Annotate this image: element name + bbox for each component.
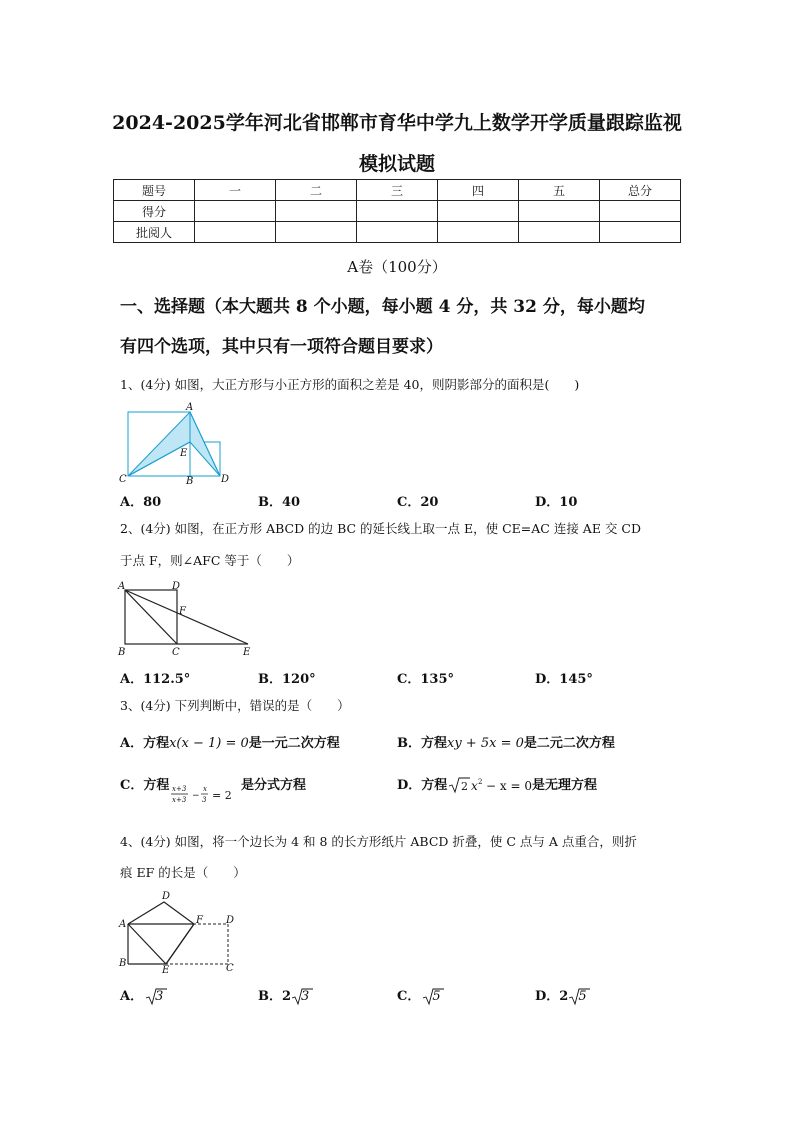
table-header-cell: 一: [195, 180, 276, 201]
question-2-figure: [116, 580, 258, 658]
equation: xy + 5x = 0: [447, 736, 524, 751]
denominator: x+3: [172, 796, 187, 804]
point-label-e: E: [180, 448, 188, 459]
option-a[interactable]: [120, 985, 163, 1004]
option-c-tail: 是分式方程: [241, 778, 307, 793]
point-label-c: C: [119, 474, 127, 485]
variable: x: [471, 779, 478, 793]
question-2-text-continued: 于点 F，则∠AFC 等于（ ）: [120, 553, 300, 568]
option-a[interactable]: [120, 732, 340, 751]
section-1-heading-continued: 有四个选项，其中只有一项符合题目要求）: [120, 337, 443, 357]
option-label: D．方程: [397, 778, 448, 793]
numerator: x+3: [172, 785, 187, 793]
table-cell: [438, 222, 519, 243]
table-header-cell: 四: [438, 180, 519, 201]
option-a[interactable]: A．80: [120, 495, 162, 510]
question-1-figure: [118, 402, 230, 486]
table-cell: [357, 201, 438, 222]
original-rectangle: [128, 924, 228, 964]
option-d[interactable]: D．145°: [535, 672, 593, 687]
option-tail: 是一元二次方程: [248, 736, 340, 751]
point-label-c: C: [226, 963, 234, 974]
point-label-d: D: [172, 581, 181, 592]
table-header-cell: 三: [357, 180, 438, 201]
point-label-d: D: [221, 474, 230, 485]
crease-ef: [166, 924, 194, 964]
question-3-text: 3、(4分) 下列判断中，错误的是（ ）: [120, 698, 350, 713]
option-b[interactable]: [258, 985, 309, 1004]
denominator: 3: [202, 796, 207, 804]
point-label-d-folded: D: [162, 891, 171, 902]
point-label-c: C: [172, 647, 180, 658]
option-c[interactable]: [397, 985, 441, 1004]
option-a[interactable]: A．112.5°: [120, 672, 191, 687]
table-cell: [195, 201, 276, 222]
equals-two: = 2: [212, 789, 232, 802]
point-label-a: A: [186, 402, 194, 413]
radical-sign: [569, 988, 591, 1006]
equation-fraction: [170, 782, 242, 810]
option-d[interactable]: [397, 774, 447, 793]
question-4-text: 4、(4分) 如图，将一个边长为 4 和 8 的长方形纸片 ABCD 折叠，使 C 点与 A 点重合，则折: [120, 834, 637, 849]
point-label-f: F: [179, 606, 186, 617]
table-header-cell: 二: [276, 180, 357, 201]
table-row-label: 得分: [114, 201, 195, 222]
option-b[interactable]: [397, 732, 615, 751]
option-label: C．方程: [120, 778, 170, 793]
table-cell: [519, 201, 600, 222]
page-title-continued: 模拟试题: [358, 153, 435, 175]
table-cell: [276, 222, 357, 243]
question-4-text-continued: 痕 EF 的长是（ ）: [120, 865, 246, 880]
option-label: C．: [397, 989, 421, 1004]
point-label-a: A: [119, 919, 127, 930]
option-tail: 是二元二次方程: [523, 736, 615, 751]
table-cell: [195, 222, 276, 243]
option-c[interactable]: C．20: [397, 495, 439, 510]
score-table: [113, 179, 681, 243]
table-row: [114, 222, 681, 243]
folded-shape: [128, 902, 194, 964]
question-2-text: 2、(4分) 如图，在正方形 ABCD 的边 BC 的延长线上取一点 E，使 CE=AC 连接 AE 交 CD: [120, 521, 641, 536]
table-header-cell: 题号: [114, 180, 195, 201]
table-row: [114, 201, 681, 222]
radicand: 3: [301, 989, 310, 1004]
option-c[interactable]: C．135°: [397, 672, 454, 687]
option-c[interactable]: [120, 774, 169, 793]
numerator: x: [203, 785, 207, 793]
equation: x(x − 1) = 0: [169, 736, 249, 751]
question-4-figure: [116, 890, 246, 974]
table-cell: [438, 201, 519, 222]
option-b[interactable]: B．120°: [258, 672, 316, 687]
radicand: 2: [461, 780, 468, 793]
radicand: 5: [578, 989, 587, 1004]
table-cell: [519, 222, 600, 243]
sqrt-expression: [569, 989, 586, 1004]
radicand: 3: [155, 989, 164, 1004]
table-header-cell: 五: [519, 180, 600, 201]
sqrt-expression: [292, 989, 309, 1004]
radical-sign: [146, 988, 168, 1006]
point-label-b: B: [118, 647, 126, 658]
option-label: D．2: [535, 989, 569, 1004]
section-a-heading: A卷（100分）: [347, 258, 447, 276]
point-label-d: D: [226, 915, 235, 926]
option-label: A．方程: [120, 736, 170, 751]
point-label-e: E: [243, 647, 251, 658]
point-label-a: A: [118, 581, 126, 592]
point-label-b: B: [119, 958, 127, 969]
page-title: 2024-2025学年河北省邯郸市育华中学九上数学开学质量跟踪监视: [112, 112, 682, 134]
option-d[interactable]: D．10: [535, 495, 578, 510]
radicand: 5: [432, 989, 441, 1004]
diagonal-ac: [125, 590, 177, 644]
shaded-region: [128, 412, 190, 476]
option-label: B．2: [258, 989, 292, 1004]
expression-rest: − x = 0: [486, 779, 532, 793]
point-label-f: F: [196, 915, 203, 926]
option-label: A．: [120, 989, 144, 1004]
option-label: B．方程: [397, 736, 447, 751]
exponent: 2: [478, 778, 483, 786]
table-cell: [276, 201, 357, 222]
radical-sign: [292, 988, 314, 1006]
table-row-label: 批阅人: [114, 222, 195, 243]
table-cell: [600, 222, 681, 243]
minus-sign: −: [192, 791, 200, 801]
table-cell: [357, 222, 438, 243]
option-b[interactable]: B．40: [258, 495, 301, 510]
table-cell: [600, 201, 681, 222]
question-1-text: 1、(4分) 如图，大正方形与小正方形的面积之差是 40，则阴影部分的面积是( ): [120, 377, 580, 392]
option-d-tail: 是无理方程: [532, 778, 598, 793]
sqrt-expression: [423, 989, 440, 1004]
equation-radical: [448, 774, 534, 796]
option-d[interactable]: [535, 985, 587, 1004]
radical-sign: [423, 988, 445, 1006]
table-header-cell: 总分: [600, 180, 681, 201]
point-label-b: B: [186, 476, 194, 486]
point-label-e: E: [162, 965, 170, 974]
sqrt-expression: [146, 989, 163, 1004]
segment-ae: [125, 590, 248, 644]
section-1-heading: 一、选择题（本大题共 8 个小题，每小题 4 分，共 32 分，每小题均: [120, 297, 645, 317]
table-row: [114, 180, 681, 201]
